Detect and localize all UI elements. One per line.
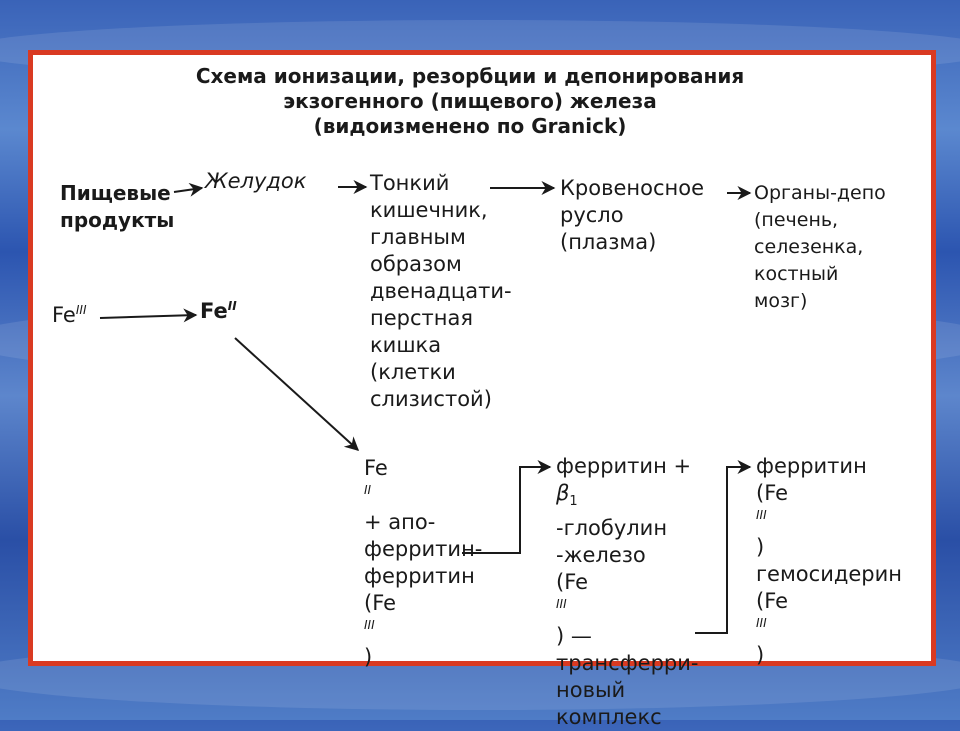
arrow-food-to-stomach [174, 188, 202, 192]
node-food-line: Пищевые [60, 181, 171, 205]
st-l4-pre: (Fe [756, 589, 789, 613]
st-l4-sup: III [756, 616, 767, 630]
tf-line-1: ферритин + [556, 454, 692, 478]
apo-fe: Fe [364, 456, 388, 480]
beta-symbol: β [556, 481, 570, 505]
st-l2-pre: (Fe [756, 481, 789, 505]
tf-l4-sup: III [556, 597, 567, 612]
node-intestine-line: слизистой) [370, 387, 492, 411]
node-intestine-line: (клетки [370, 360, 456, 384]
arrow-apoferritin-to-transferrin [462, 467, 550, 553]
apo-line-3: ферритин [364, 564, 475, 588]
st-line-3: гемосидерин [756, 562, 902, 586]
node-stomach: Желудок [205, 169, 307, 193]
fe2-sup: II [227, 299, 237, 313]
node-depot-line: селезенка, [754, 236, 864, 258]
st-l2-sup: III [756, 508, 767, 522]
arrow-fe3-to-fe2 [100, 315, 196, 318]
apo-l4-pre: (Fe [364, 591, 397, 615]
st-l4-post: ) [756, 643, 765, 667]
tf-l4-pre: (Fe [556, 570, 589, 595]
apo-l4-sup: III [364, 618, 375, 632]
tf-line-5: трансферри- [556, 651, 699, 676]
node-intestine-line: перстная [370, 306, 473, 330]
arrow-transferrin-to-storage [695, 467, 750, 633]
beta-sub: 1 [569, 494, 578, 510]
fe3-sup: III [75, 303, 87, 317]
st-line-1: ферритин [756, 454, 867, 478]
apo-fe-sup: II [364, 483, 372, 497]
node-food-line: продукты [60, 208, 175, 232]
tf-line-6: новый [556, 678, 626, 703]
node-depot-line: костный [754, 263, 839, 285]
node-intestine-line: главным [370, 225, 466, 249]
node-depot-line: мозг) [754, 290, 808, 312]
apo-line-2: ферритин- [364, 537, 483, 561]
apo-rest: + апо- [364, 510, 436, 534]
node-intestine-line: двенадцати- [370, 279, 512, 303]
tf-line-3: -железо [556, 543, 646, 568]
tf-l4-post: ) — [556, 624, 592, 649]
tf-line-7: комплекс [556, 705, 662, 730]
title-line-2: экзогенного (пищевого) железа [283, 89, 657, 113]
title-line-3: (видоизменено по Granick) [313, 114, 627, 138]
title-line-1: Схема ионизации, резорбции и депонирования [195, 64, 745, 88]
node-intestine-line: Тонкий [370, 171, 450, 195]
node-blood-line: Кровеносное [560, 176, 705, 200]
node-blood-line: (плазма) [560, 230, 657, 254]
node-depot-line: Органы-депо [754, 182, 886, 204]
fe2-base: Fe [200, 299, 228, 323]
node-intestine-line: кишечник, [370, 198, 488, 222]
st-l2-post: ) [756, 535, 765, 559]
node-intestine-line: кишка [370, 333, 442, 357]
tf-l2-rest: -глобулин [556, 516, 668, 541]
node-depot-line: (печень, [754, 209, 839, 231]
apo-l4-post: ) [364, 645, 373, 669]
arrow-fe2-to-apoferritin [235, 338, 358, 450]
fe3-base: Fe [52, 303, 76, 327]
node-blood-line: русло [560, 203, 624, 227]
node-intestine-line: образом [370, 252, 462, 276]
